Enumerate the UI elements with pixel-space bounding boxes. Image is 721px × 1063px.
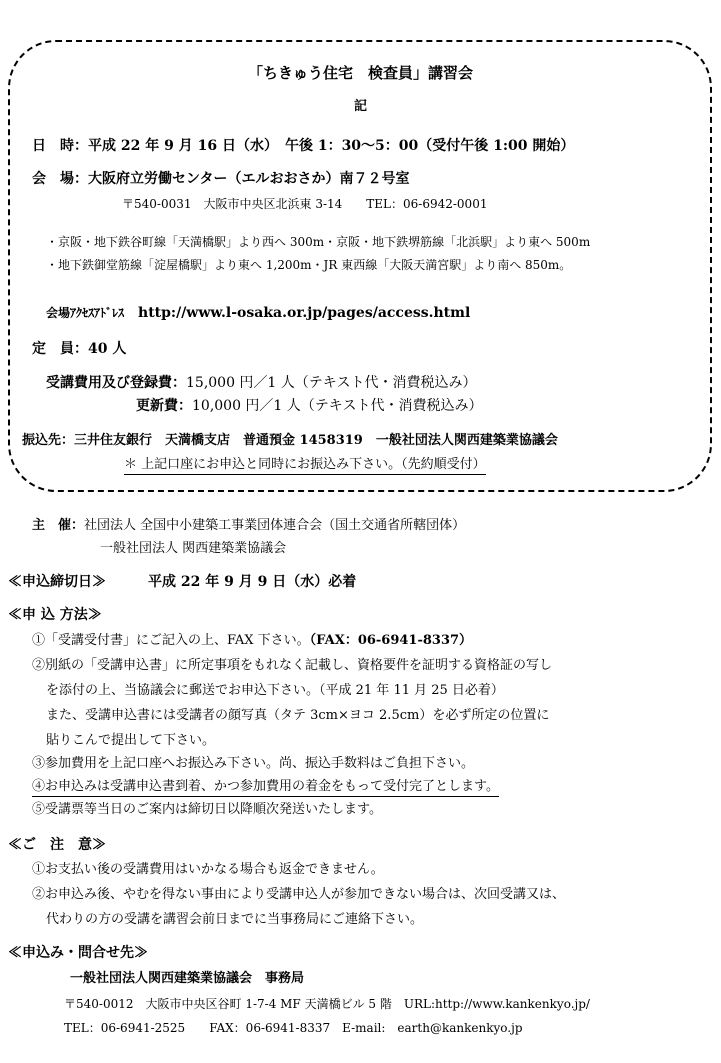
contact-phones: TEL：06-6941-2525 FAX：06-6941-8337 E-mail: earth@kankenkyo.jp [64, 1021, 523, 1035]
contact-org: 一般社団法人関西建築業協議会 事務局 [70, 971, 305, 986]
fee-label: 受講費用及び登録費： [46, 375, 186, 391]
organizer-value-1: 社団法人 全国中小建築工事業団体連合会（国土交通省所轄団体） [84, 518, 466, 533]
caution-heading: ≪ご 注 意≫ [8, 837, 106, 853]
bank-line: 振込先：三井住友銀行 天満橋支店 普通預金 1458319 一般社団法人関西建築業協議会 [22, 433, 558, 448]
deadline-label: ≪申込締切日≫ [8, 574, 106, 590]
organizer-label: 主 催： [32, 518, 85, 533]
capacity-line [32, 342, 126, 356]
venue-address: 〒540-0031 大阪市中央区北浜東 3-14 TEL：06-6942-0001 [122, 197, 488, 211]
method-item-5: ⑤受講票等当日のご案内は締切日以降順次発送いたします。 [32, 802, 382, 817]
renew-label: 更新費： [136, 398, 192, 414]
method-item-1-text: ①「受講受付書」にご記入の上、FAX 下さい。 [32, 633, 310, 648]
access-url-line [46, 306, 470, 320]
caution-item-2a: ②お申込み後、やむを得ない事由により受講申込人が参加できない場合は、次回受講又は、 [32, 887, 566, 902]
method-item-3: ③参加費用を上記口座へお振込み下さい。尚、振込手数料はご負担下さい。 [32, 756, 475, 771]
capacity-label: 定 員： [32, 341, 88, 357]
venue-label: 会 場： [32, 171, 88, 187]
datetime-value: 平成 22 年 9 月 16 日（水） 午後 1：30～5：00（受付午後 1:00 開始） [88, 138, 575, 154]
bank-note [124, 458, 486, 471]
method-item-2d: 貼りこんで提出して下さい。 [46, 733, 216, 748]
caution-item-1: ①お支払い後の受講費用はいかなる場合も返金できません。 [32, 862, 384, 877]
method-item-2c: また、受講申込書には受講者の顔写真（タテ 3cm×ヨコ 2.5cm）を必ず所定の位置に [46, 708, 550, 723]
method-item-4 [32, 780, 499, 793]
venue-value: 大阪府立労働センター（エルおおさか）南７２号室 [88, 171, 410, 187]
capacity-value: 40 人 [88, 341, 127, 357]
fee-value: 15,000 円／1 人（テキスト代・消費税込み） [186, 375, 477, 391]
access-url-label: 会場ｱｸｾｽｱﾄﾞﾚｽ [46, 306, 125, 320]
contact-address: 〒540-0012 大阪市中央区谷町 1-7-4 MF 天満橋ビル 5 階 URL:http://www.kankenkyo.jp/ [64, 997, 590, 1011]
datetime-label: 日 時： [32, 138, 88, 154]
organizer-line-2: 一般社団法人 関西建築業協議会 [100, 541, 287, 556]
datetime-line [32, 139, 574, 153]
access-url-link[interactable]: http://www.l-osaka.or.jp/pages/access.html [138, 305, 471, 321]
access-line-2: ・地下鉄御堂筋線「淀屋橋駅」より東へ 1,200m・JR 東西線「大阪天満宮駅」より南へ 850m。 [46, 258, 572, 272]
organizer-line-1 [32, 519, 465, 532]
method-item-4-text: ④お申込みは受講申込書到着、かつ参加費用の着金をもって受付完了とします。 [32, 779, 499, 797]
ki-mark: 記 [353, 99, 367, 114]
method-item-2b: を添付の上、当協議会に郵送でお申込下さい。（平成 21 年 11 月 25 日必着） [46, 683, 504, 698]
fee-line [46, 376, 477, 390]
page-title: 「ちきゅう住宅 検査員」講習会 [247, 64, 473, 82]
renew-line [136, 399, 483, 413]
access-line-1: ・京阪・地下鉄谷町線「天満橋駅」より西へ 300m・京阪・地下鉄堺筋線「北浜駅」より東へ 500m [46, 235, 591, 249]
venue-line [32, 172, 409, 186]
caution-item-2b: 代わりの方の受講を講習会前日までに当事務局にご連絡下さい。 [46, 912, 424, 927]
contact-heading: ≪申込み・問合せ先≫ [8, 945, 148, 961]
method-heading: ≪申 込 方法≫ [8, 607, 102, 623]
bank-note-text: ＊ 上記口座にお申込と同時にお振込み下さい。（先約順受付） [124, 457, 486, 475]
method-item-2a: ②別紙の「受講申込書」に所定事項をもれなく記載し、資格要件を証明する資格証の写し [32, 658, 553, 673]
method-item-1 [32, 634, 472, 647]
renew-value: 10,000 円／1 人（テキスト代・消費税込み） [192, 398, 483, 414]
method-item-1-fax: （FAX：06-6941-8337） [309, 633, 473, 648]
deadline-value: 平成 22 年 9 月 9 日（水）必着 [148, 574, 357, 590]
